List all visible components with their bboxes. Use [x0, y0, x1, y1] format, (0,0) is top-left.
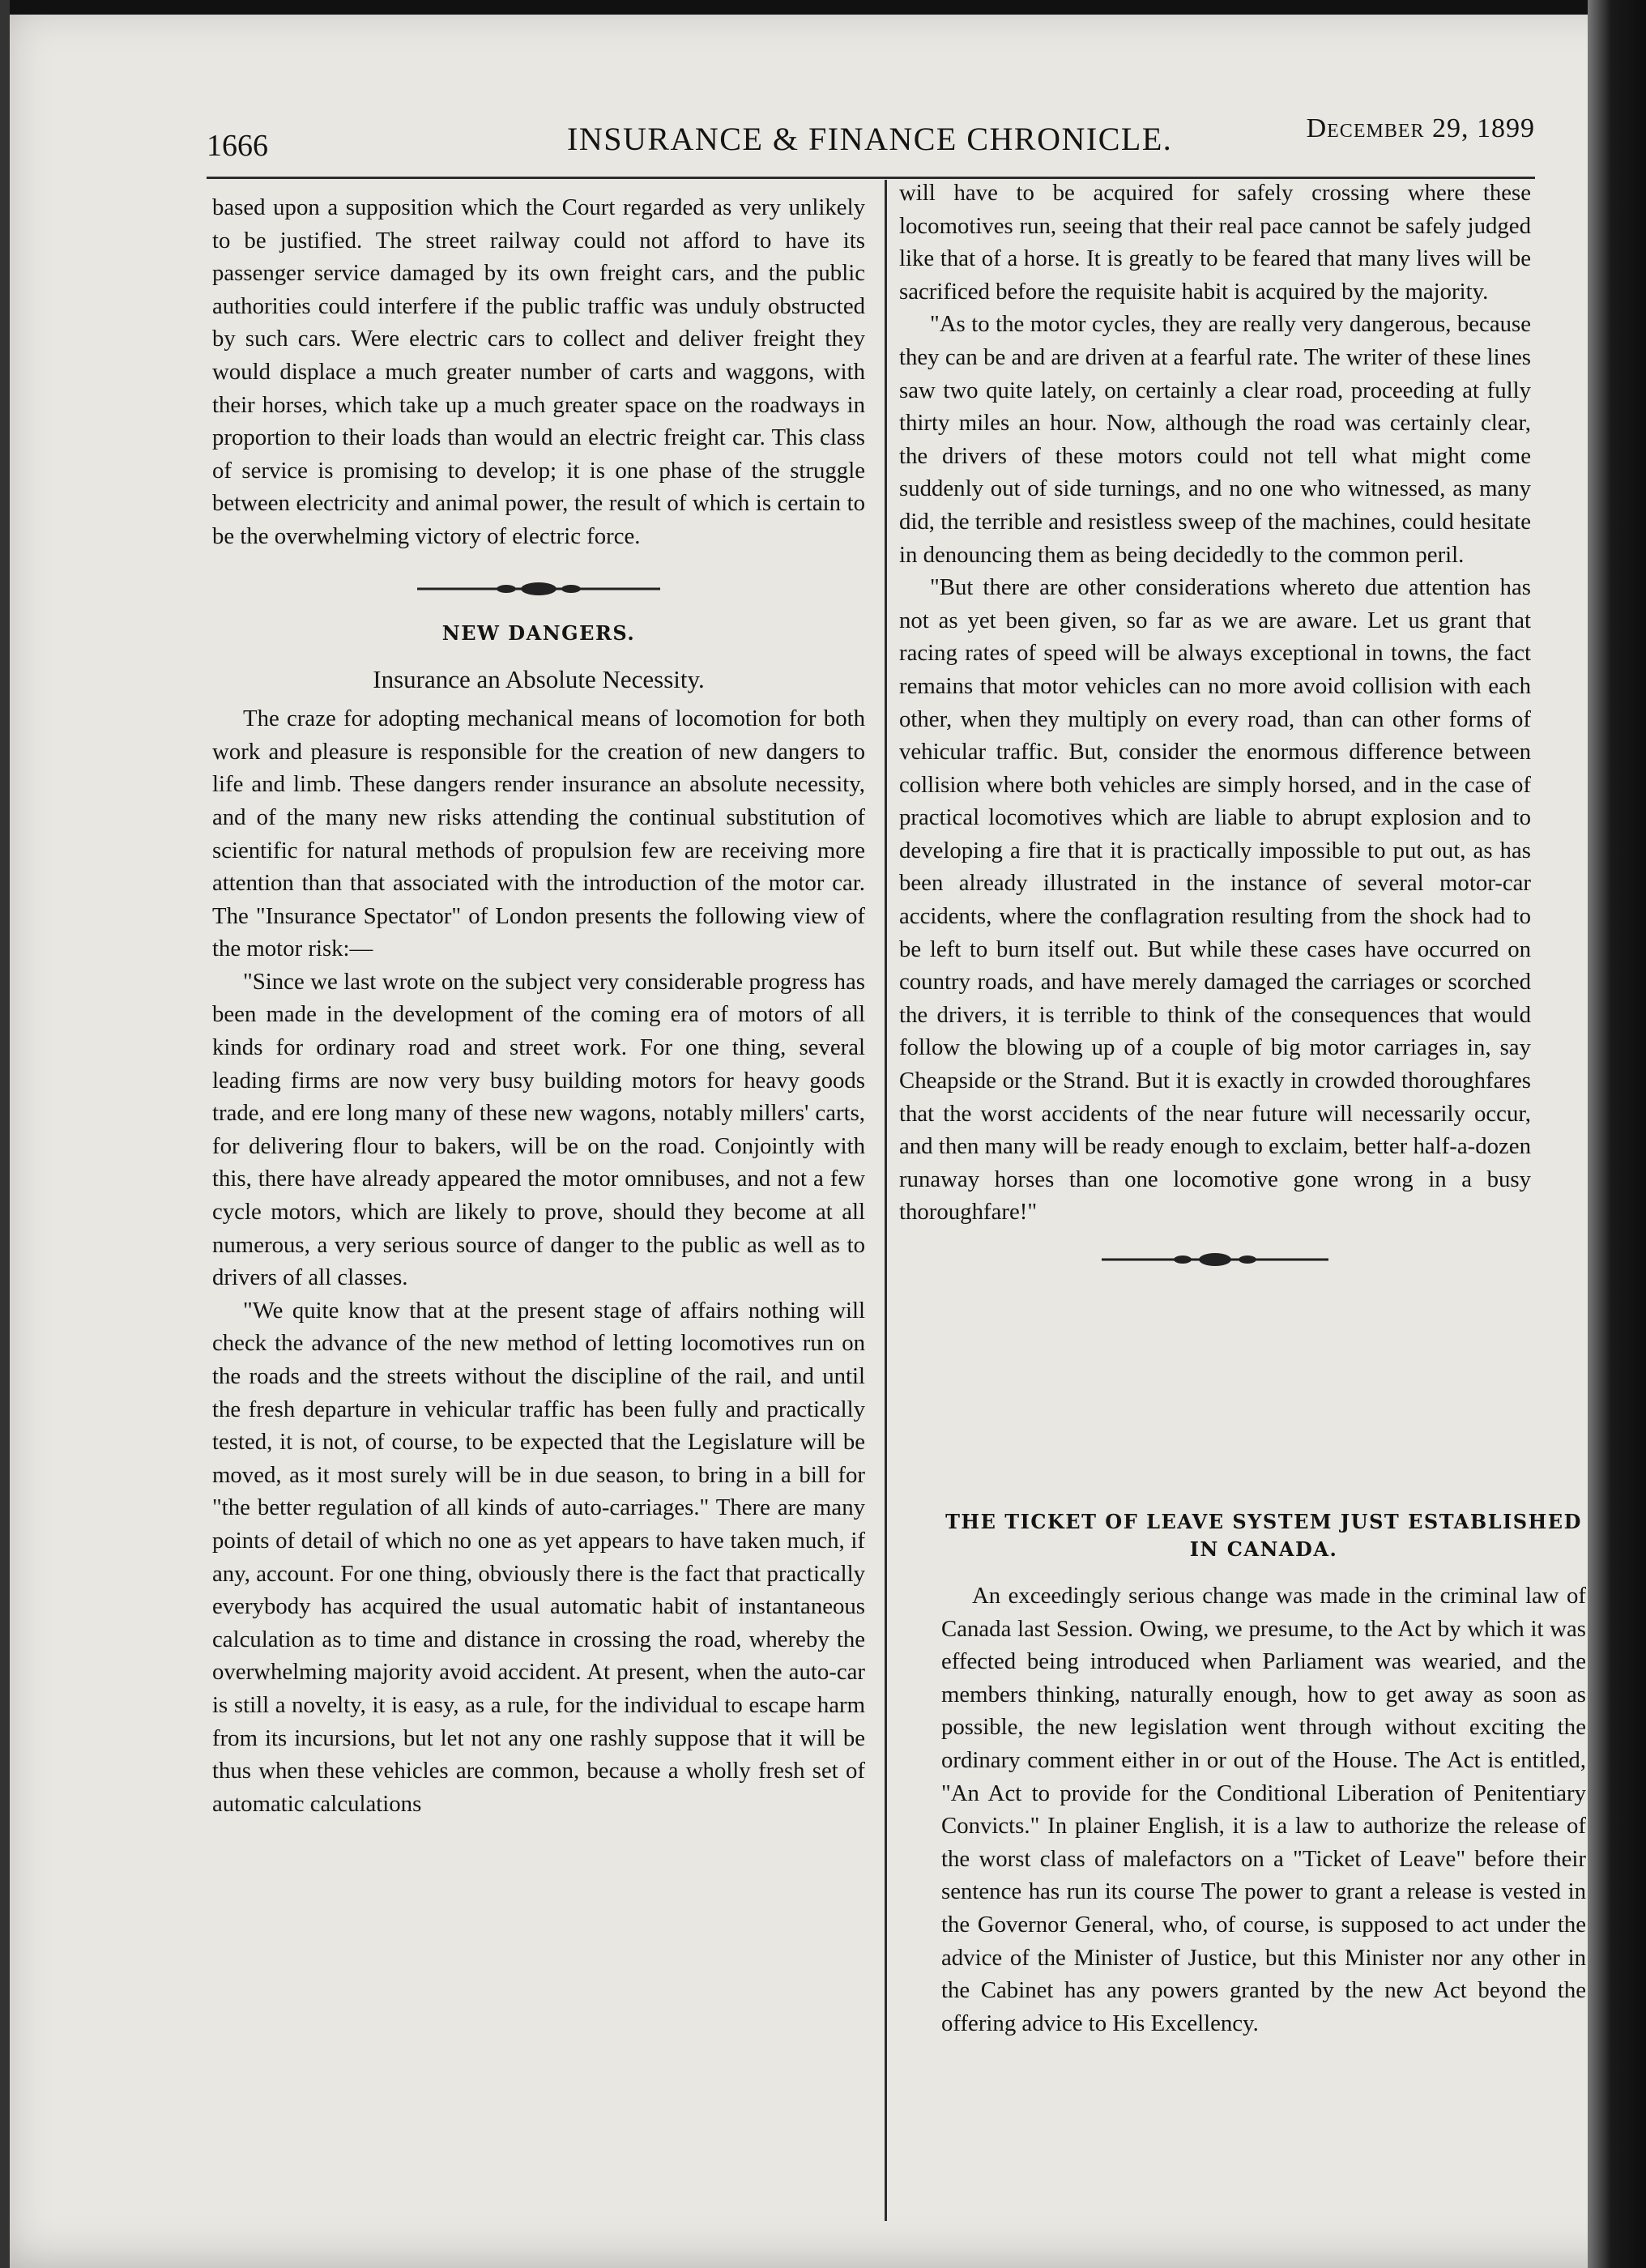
ornament-divider-icon	[1102, 1251, 1328, 1268]
article-subtitle: Insurance an Absolute Necessity.	[373, 664, 705, 693]
left-column	[212, 191, 865, 1820]
scan-left-edge	[0, 0, 10, 2268]
article-paragraph: "We quite know that at the present stage of affairs nothing will check the advance of the new method of letting locomotives run on the roads and the streets without the discipline of the rail, and until the fresh departure in vehicular traffic has been fully and practically tested, it is not, of course, to be expected that the Legislature will be moved, as it most surely will be in due season, to bring in a bill for "the better regulation of all kinds of auto-carriages." There are many points of detail of which no one as yet appears to have taken much, if any, account. For one thing, obviously there is the fact that practically everybody has acquired the usual automatic habit of instantaneous calculation as to time and distance in crossing the road, whereby the overwhelming majority avoid accident. At present, when the auto-car is still a novelty, it is easy, as a rule, for the individual to escape harm from its incursions, but let not any one rashly suppose that it will be thus when these vehicles are common, because a wholly fresh set of automatic calculations	[212, 1297, 865, 1817]
article-title: NEW DANGERS.	[441, 620, 636, 645]
page-header	[207, 113, 1535, 170]
issue-date: December 29, 1899	[1306, 113, 1535, 143]
scan-binding-edge	[1588, 0, 1646, 2268]
article-paragraph: "As to the motor cycles, they are really very dangerous, because they can be and are driven at a fearful rate. The writer of these lines saw two quite lately, on certainly a clear road, proceeding at fully thirty miles an hour. Now, although the road was certainly clear, the drivers of these motors could not tell what might come suddenly out of side turnings, and no one who witnessed, as many did, the terrible and resistless sweep of the machines, could hesitate in denouncing them as being decidedly to the common peril.	[899, 311, 1531, 568]
article-paragraph: An exceedingly serious change was made in the criminal law of Canada last Session. Owing, we presume, to the Act by which it was effected being introduced when Parliament was wearied, and the members thinking, naturally enough, how to get away as soon as possible, the new legislation went through without exciting the ordinary comment either in or out of the House. The Act is entitled, "An Act to provide for the Conditional Liberation of Penitentiary Convicts." In plainer English, it is a law to authorize the release of the worst class of malefactors on a "Ticket of Leave" before their sentence has run its course The power to grant a release is vested in the Governor General, who, of course, is supposed to act under the advice of the Minister of Justice, but this Minister nor any other in the Cabinet has any powers granted by the new Act beyond the offering advice to His Excellency.	[941, 1583, 1586, 2036]
article-paragraph: will have to be acquired for safely crossing where these locomotives run, seeing that their real pace cannot be safely judged like that of a horse. It is greatly to be feared that many lives will be sacrificed before the requisite habit is acquired by the majority.	[899, 180, 1531, 305]
journal-title: INSURANCE & FINANCE CHRONICLE.	[567, 121, 1173, 157]
article-paragraph: "Since we last wrote on the subject very considerable progress has been made in the development of the coming era of motors of all kinds for ordinary road and street work. For one thing, several leading firms are now very busy building motors for heavy goods trade, and ere long many of these new wagons, notably millers' carts, for delivering flour to bakers, will be on the road. Conjointly with this, there have already appeared the motor omnibuses, and not a few cycle motors, which are likely to prove, should they become at all numerous, a very serious source of danger to the public as well as to drivers of all classes.	[212, 968, 865, 1291]
continued-paragraph: based upon a supposition which the Court regarded as very unlikely to be justified. The street railway could not afford to have its passenger service damaged by its own freight cars, and the public authorities could interfere if the public traffic was unduly obstructed by such cars. Were electric cars to collect and deliver freight they would displace a much greater number of carts and waggons, with their horses, which take up a much greater space on the roadways in proportion to their loads than would an electric freight car. This class of service is promising to develop; it is one phase of the struggle between electricity and animal power, the result of which is certain to be the overwhelming victory of electric force.	[212, 194, 865, 549]
ornament-divider-icon	[417, 581, 660, 597]
scan-top-edge	[0, 0, 1646, 15]
second-article	[941, 1505, 1586, 2040]
second-article-title: THE TICKET OF LEAVE SYSTEM JUST ESTABLISHED IN CANADA.	[945, 1510, 1582, 1561]
right-column	[899, 177, 1531, 1285]
article-paragraph: "But there are other considerations whereto due attention has not as yet been given, so far as we are aware. Let us grant that racing rates of speed will be always exceptional in towns, the fact remains that motor vehicles can no more avoid collision with each other, when they multiply on every road, than can other forms of vehicular traffic. But, consider the enormous difference between collision where both vehicles are simply horsed, and in the case of practical locomotives which are liable to abrupt explosion and to developing a fire that it is practically impossible to put out, as has been already illustrated in the instance of several motor-car accidents, where the conflagration resulting from the shock had to be left to burn itself out. But while these cases have occurred on country roads, and have merely damaged the carriages or scorched the drivers, it is terrible to think of the consequences that would follow the blowing up of a couple of big motor carriages in, say Cheapside or the Strand. But it is exactly in crowded thoroughfares that the worst accidents of the near future will necessarily occur, and then many will be ready enough to exclaim, better half-a-dozen runaway horses than one locomotive gone wrong in a busy thoroughfare!"	[899, 574, 1531, 1226]
column-divider	[885, 180, 887, 2221]
article-paragraph: The craze for adopting mechanical means of locomotion for both work and pleasure is responsible for the creation of new dangers to life and limb. These dangers render insurance an absolute necessity, and of the many new risks attending the continual substitution of scientific for natural methods of propulsion few are receiving more attention than that associated with the introduction of the motor car. The "Insurance Spectator" of London presents the following view of the motor risk:—	[212, 706, 865, 962]
page-number: 1666	[207, 129, 268, 163]
